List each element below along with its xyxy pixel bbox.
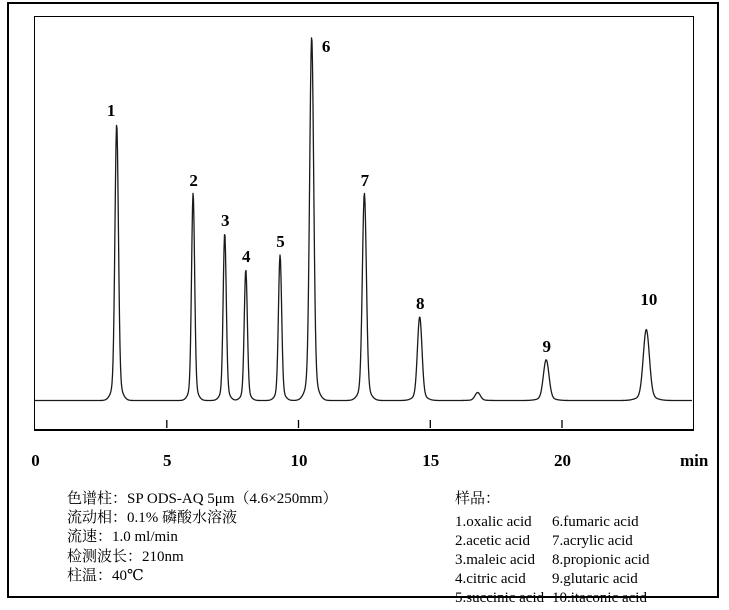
sample-legend-rows [455,513,649,608]
sample-legend-block [455,490,649,608]
peak-label-7: 7 [360,170,370,190]
condition-line-5: 柱温：40℃ [67,567,144,584]
peak-label-10: 10 [640,290,658,310]
sample-item: 1.oxalic acid [455,514,532,530]
analysis-conditions-block [67,490,338,586]
sample-row-5 [455,589,649,608]
chromatogram-trace [35,38,692,401]
sample-item: 10.itaconic acid [552,590,647,606]
sample-row-2 [455,532,649,551]
sample-item: 9.glutaric acid [552,571,638,587]
sample-item: 3.maleic acid [455,552,535,568]
condition-line-2: 流动相：0.1% 磷酸水溶液 [67,510,237,527]
sample-item: 4.citric acid [455,571,526,587]
x-tick-label-10: 10 [290,451,308,470]
chromatogram-plot-area [34,16,694,431]
peak-label-4: 4 [242,246,251,266]
sample-item: 5.succinic acid [455,590,545,606]
sample-item: 8.propionic acid [552,552,650,568]
x-tick-label-0: 0 [31,451,40,470]
peak-label-2: 2 [189,170,198,190]
sample-item: 2.acetic acid [455,533,530,549]
peak-label-5: 5 [276,232,285,252]
condition-line-3: 流速：1.0 ml/min [67,529,178,546]
sample-row-1 [455,513,649,532]
peak-label-8: 8 [415,294,425,314]
sample-item: 6.fumaric acid [552,514,639,530]
condition-line-4: 检测波长：210nm [67,548,184,565]
sample-row-4 [455,570,649,589]
sample-row-3 [455,551,649,570]
peak-label-6: 6 [321,37,331,56]
x-tick-label-20: 20 [554,451,571,470]
peak-label-9: 9 [542,337,551,357]
x-axis-unit-label: min [680,451,709,470]
x-axis-ticks [167,420,562,428]
sample-item: 7.acrylic acid [552,533,633,549]
peak-label-3: 3 [220,210,230,230]
sample-legend-title: 样品： [455,491,501,507]
peak-label-1: 1 [106,101,116,121]
chromatogram-curve-svg [35,17,692,428]
condition-line-1: 色谱柱：SP ODS-AQ 5μm（4.6×250mm） [67,491,338,507]
figure-frame [7,2,719,606]
x-tick-label-5: 5 [163,451,172,470]
x-tick-label-15: 15 [422,451,440,470]
